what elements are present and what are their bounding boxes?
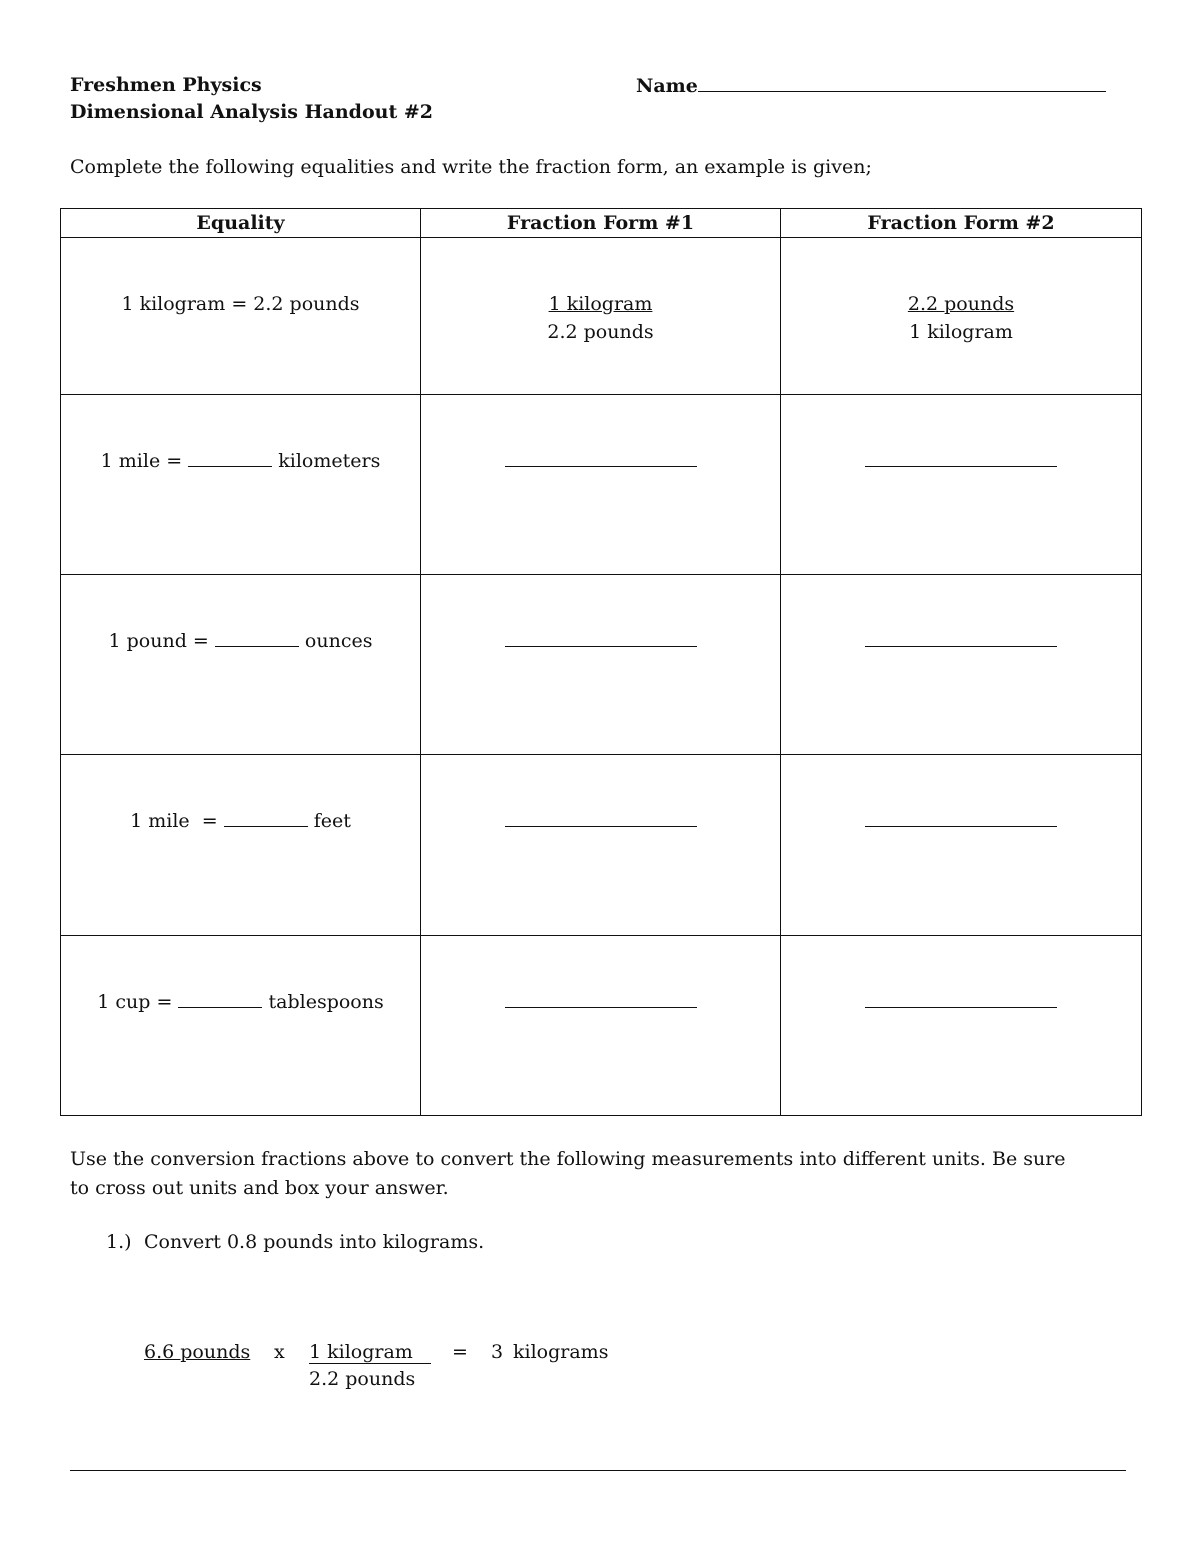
equality-mile-km: 1 mile = kilometers: [100, 450, 381, 472]
conversion-instructions-line-1: Use the conversion fractions above to convert the following measurements into different units. Be sure: [70, 1148, 1066, 1170]
fraction-2-blank[interactable]: [865, 452, 1057, 467]
fraction-2-denominator: 1 kilogram: [909, 321, 1013, 343]
fraction-2-numerator: 2.2 pounds: [907, 293, 1015, 315]
equals-sign: =: [452, 1341, 468, 1363]
name-label: Name: [636, 75, 698, 97]
example-fraction-1: [421, 290, 780, 346]
answer-blank[interactable]: [224, 809, 308, 827]
conversion-instructions-line-2: to cross out units and box your answer.: [70, 1177, 449, 1199]
work-fraction-numerator: 1 kilogram: [309, 1341, 431, 1364]
work-start-value: 6.6 pounds: [144, 1341, 251, 1363]
example-fraction-2: [781, 290, 1141, 346]
fraction-1-blank[interactable]: [505, 452, 697, 467]
bottom-divider: [70, 1470, 1126, 1471]
table-row: [61, 575, 1142, 755]
problem-1-number: 1.): [106, 1231, 132, 1253]
column-header-fraction-form-1: Fraction Form #1: [421, 209, 781, 238]
table-row: [61, 395, 1142, 575]
handout-title: Dimensional Analysis Handout #2: [70, 101, 433, 123]
fraction-2-blank[interactable]: [865, 993, 1057, 1008]
equality-cup-tablespoons: 1 cup = tablespoons: [97, 991, 384, 1013]
answer-blank[interactable]: [188, 449, 272, 467]
work-fraction-denominator: 2.2 pounds: [309, 1368, 416, 1390]
equality-table: [60, 208, 1142, 1116]
example-equality: 1 kilogram = 2.2 pounds: [121, 293, 360, 315]
work-result-unit: kilograms: [513, 1341, 609, 1363]
course-title: Freshmen Physics: [70, 74, 262, 96]
column-header-fraction-form-2: Fraction Form #2: [781, 209, 1142, 238]
fraction-1-numerator: 1 kilogram: [548, 293, 653, 315]
answer-blank[interactable]: [215, 629, 299, 647]
table-header-row: [61, 209, 1142, 238]
name-line[interactable]: [698, 74, 1106, 92]
answer-blank[interactable]: [178, 990, 262, 1008]
fraction-1-blank[interactable]: [505, 993, 697, 1008]
equality-mile-feet: 1 mile = feet: [130, 810, 351, 832]
column-header-equality: Equality: [61, 209, 421, 238]
table-row: [61, 936, 1142, 1116]
problem-1-text: Convert 0.8 pounds into kilograms.: [144, 1231, 485, 1253]
fraction-2-blank[interactable]: [865, 812, 1057, 827]
fraction-1-blank[interactable]: [505, 812, 697, 827]
fraction-2-blank[interactable]: [865, 632, 1057, 647]
name-field[interactable]: [636, 74, 1106, 98]
fraction-1-denominator: 2.2 pounds: [547, 321, 654, 343]
equality-pound-ounces: 1 pound = ounces: [108, 630, 373, 652]
work-result-value: 3: [491, 1341, 504, 1363]
table-row: [61, 755, 1142, 936]
multiply-sign: x: [274, 1341, 285, 1363]
table-row-example: [61, 238, 1142, 395]
instructions: Complete the following equalities and write the fraction form, an example is given;: [70, 156, 872, 178]
fraction-1-blank[interactable]: [505, 632, 697, 647]
